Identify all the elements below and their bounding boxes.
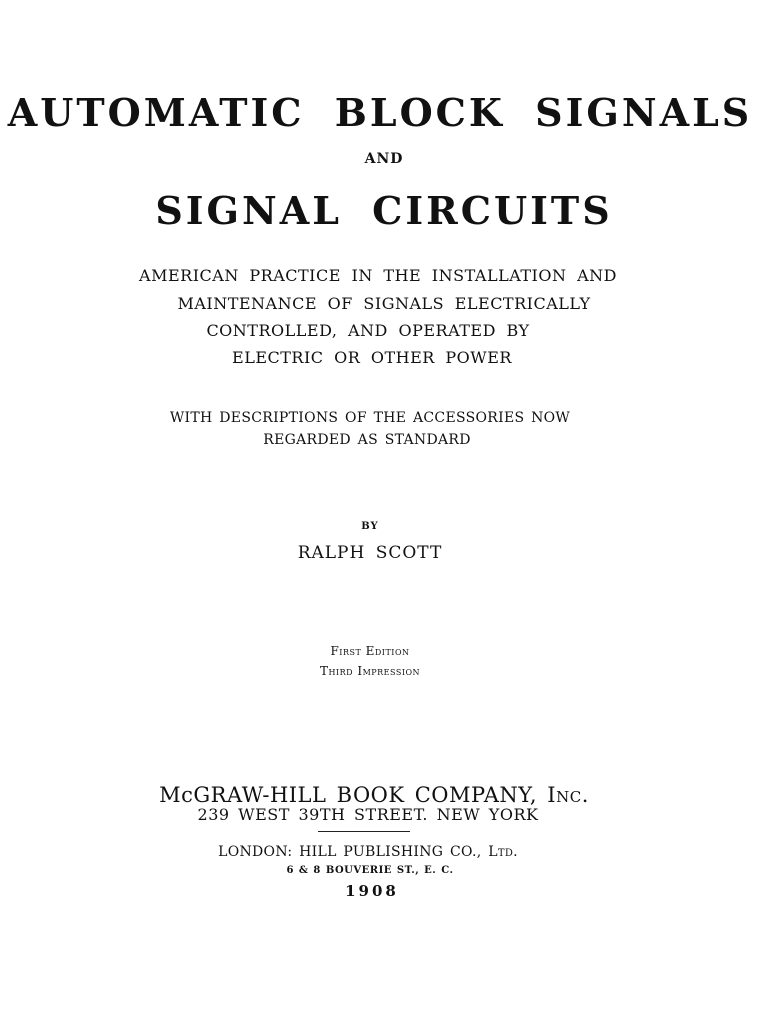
london-address: 6 & 8 BOUVERIE ST., E. C. xyxy=(286,865,454,876)
publisher-suffix: Inc. xyxy=(547,783,589,807)
publisher-name xyxy=(0,785,758,806)
description-line: MAINTENANCE OF SIGNALS ELECTRICALLY xyxy=(177,294,591,313)
publisher-address: 239 WEST 39TH STREET. NEW YORK xyxy=(197,805,539,824)
byline-by: BY xyxy=(361,521,379,532)
description-line: CONTROLLED, AND OPERATED BY xyxy=(206,321,530,340)
publisher-name-text: McGRAW-HILL BOOK COMPANY, xyxy=(159,783,538,807)
divider-rule xyxy=(318,831,410,832)
title-conjunction: AND xyxy=(364,151,404,167)
london-publisher-text: LONDON: HILL PUBLISHING CO., xyxy=(218,844,482,860)
author-name: RALPH SCOTT xyxy=(297,543,443,563)
london-publisher-suffix: Ltd. xyxy=(488,844,518,860)
book-title: AUTOMATIC BLOCK SIGNALS xyxy=(7,90,753,135)
edition-first: First Edition xyxy=(330,644,410,658)
accessories-line: WITH DESCRIPTIONS OF THE ACCESSORIES NOW xyxy=(169,410,571,426)
edition-impression: Third Impression xyxy=(319,664,421,678)
london-publisher xyxy=(0,845,752,859)
accessories-line: REGARDED AS STANDARD xyxy=(263,432,471,448)
publication-year: 1908 xyxy=(345,882,399,900)
description-line: AMERICAN PRACTICE IN THE INSTALLATION AND xyxy=(139,266,617,285)
book-subtitle: SIGNAL CIRCUITS xyxy=(155,188,613,233)
description-line: ELECTRIC OR OTHER POWER xyxy=(232,348,512,367)
